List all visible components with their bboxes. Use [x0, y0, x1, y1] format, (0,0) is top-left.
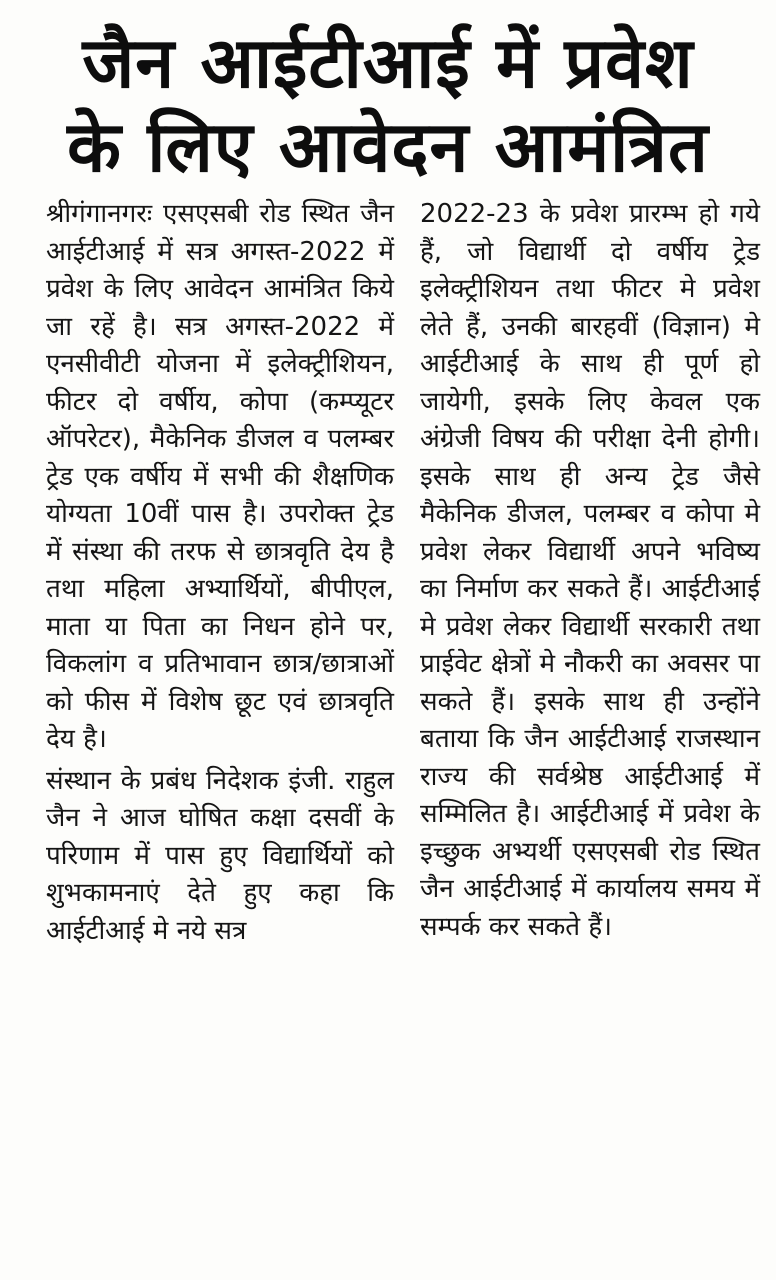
article-paragraph: 2022-23 के प्रवेश प्रारम्भ हो गये हैं, जो विद्यार्थी दो वर्षीय ट्रेड इलेक्ट्रीशियन तथा फीटर मे प्रवेश लेते हैं, उनकी बारहवीं (विज्ञान) मे आईटीआई के साथ ही पूर्ण हो जायेगी, इसके लिए केवल एक अंग्रेजी विषय की परीक्षा देनी होगी। इसके साथ ही अन्य ट्रेड जैसे मैकेनिक डीजल, पलम्बर व कोपा मे प्रवेश लेकर विद्यार्थी अपने भविष्य का निर्माण कर सकते हैं। आईटीआई मे प्रवेश लेकर विद्यार्थी सरकारी तथा प्राईवेट क्षेत्रों मे नौकरी का अवसर पा सकते हैं। इसके साथ ही उन्होंने बताया कि जैन आईटीआई राजस्थान राज्य की सर्वश्रेष्ठ आईटीआई में सम्मिलित है। आईटीआई में प्रवेश के इच्छुक अभ्यर्थी एसएसबी रोड स्थित जैन आईटीआई में कार्यालय समय में सम्पर्क कर सकते हैं। — [420, 199, 760, 942]
article-paragraph: श्रीगंगानगरः एसएसबी रोड स्थित जैन आईटीआई में सत्र अगस्त-2022 में प्रवेश के लिए आवेदन आमंत्रित किये जा रहें है। सत्र अगस्त-2022 में एनसीवीटी योजना में इलेक्ट्रीशियन, फीटर दो वर्षीय, कोपा (कम्प्यूटर ऑपरेटर), मैकेनिक डीजल व पलम्बर ट्रेड एक वर्षीय में सभी की शैक्षणिक योग्यता 10वीं पास है। उपरोक्त ट्रेड में संस्था की तरफ से छात्रवृति देय है तथा महिला अभ्यार्थियों, बीपीएल, माता या पिता का निधन होने पर, विकलांग व प्रतिभावान छात्र/छात्राओं को फीस में विशेष छूट एवं छात्रवृति देय है। — [46, 199, 394, 754]
article-column-right — [420, 196, 760, 946]
article-paragraph: संस्थान के प्रबंध निदेशक इंजी. राहुल जैन ने आज घोषित कक्षा दसवीं के परिणाम में पास हुए विद्यार्थियों को शुभकामनाएं देते हुए कहा कि आईटीआई मे नये सत्र — [46, 765, 394, 946]
headline-line-1: जैन आईटीआई में प्रवेश — [82, 22, 694, 104]
headline-line-2: के लिए आवेदन आमंत्रित — [67, 106, 709, 188]
article-column-left — [46, 196, 394, 950]
